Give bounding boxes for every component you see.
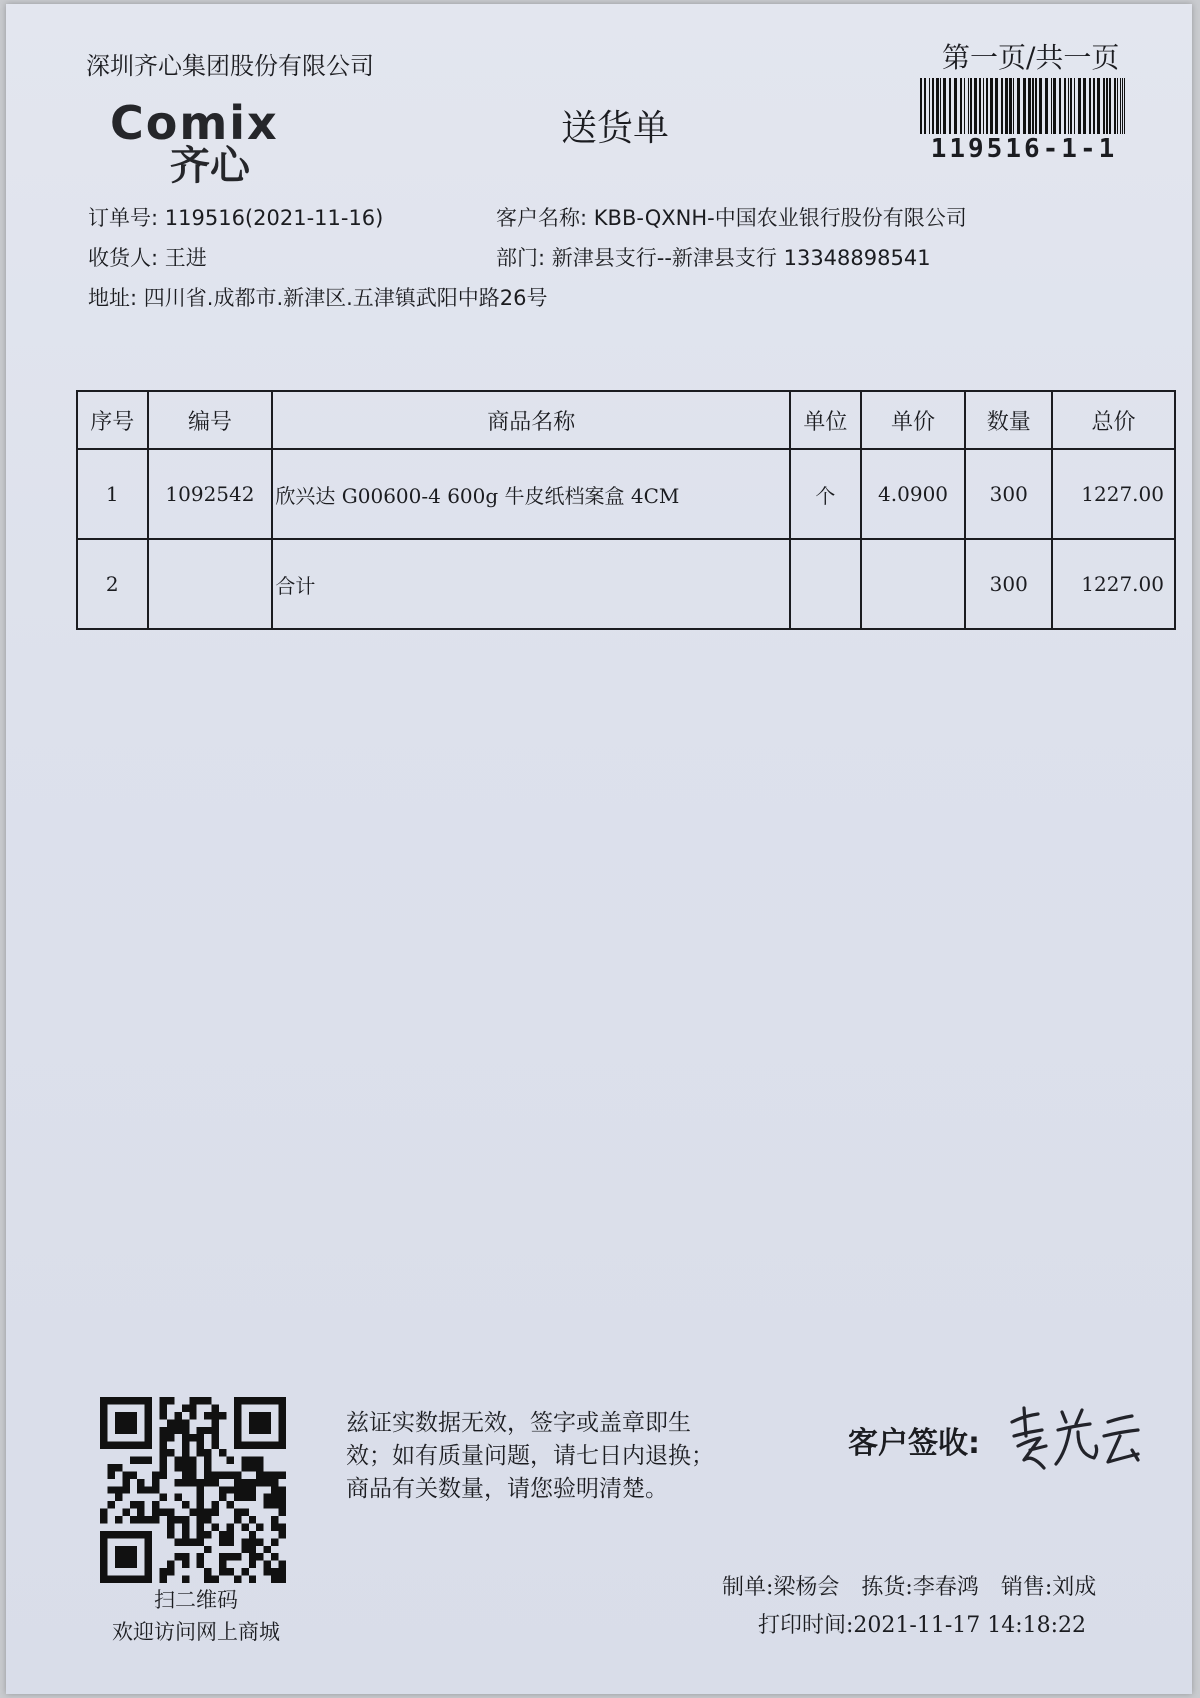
customer-value: KBB-QXNH-中国农业银行股份有限公司 bbox=[593, 206, 967, 230]
receiver-label: 收货人: bbox=[88, 246, 165, 270]
cell-price: 4.0900 bbox=[861, 449, 966, 539]
table-row-total bbox=[77, 539, 1175, 629]
sales: 销售:刘成 bbox=[1000, 1575, 1097, 1600]
items-table bbox=[76, 390, 1176, 630]
company-name: 深圳齐心集团股份有限公司 bbox=[86, 52, 374, 80]
address bbox=[88, 282, 548, 312]
print-time: 打印时间:2021-11-17 14:18:22 bbox=[758, 1613, 1087, 1638]
handwritten-signature bbox=[1004, 1402, 1144, 1478]
table-row bbox=[77, 449, 1175, 539]
table-header-row bbox=[77, 391, 1175, 449]
cell-code bbox=[148, 539, 273, 629]
customer-sign-label: 客户签收: bbox=[848, 1426, 980, 1461]
maker: 制单:梁杨会 bbox=[722, 1575, 840, 1600]
customer-label: 客户名称: bbox=[496, 206, 594, 230]
qr-caption-line1: 扫二维码 bbox=[154, 1588, 238, 1612]
page-info: 第一页/共一页 bbox=[942, 41, 1120, 74]
cell-qty: 300 bbox=[965, 539, 1052, 629]
cell-product: 合计 bbox=[272, 539, 790, 629]
cell-qty: 300 bbox=[965, 449, 1052, 539]
barcode-number: 119516-1-1 bbox=[930, 134, 1118, 164]
logo-en: Comix bbox=[110, 96, 279, 150]
receiver-value: 王进 bbox=[164, 246, 207, 270]
order-value: 119516(2021-11-16) bbox=[164, 206, 384, 230]
staff-line bbox=[722, 1570, 1096, 1601]
notice-line: 兹证实数据无效，签字或盖章即生 bbox=[346, 1410, 691, 1436]
department bbox=[496, 242, 931, 272]
cell-price bbox=[861, 539, 966, 629]
cell-total: 1227.00 bbox=[1052, 539, 1175, 629]
cell-product: 欣兴达 G00600-4 600g 牛皮纸档案盒 4CM bbox=[272, 449, 790, 539]
receiver bbox=[88, 242, 207, 272]
header-code: 编号 bbox=[148, 391, 273, 449]
cell-seq: 1 bbox=[77, 449, 148, 539]
cell-unit: 个 bbox=[790, 449, 861, 539]
header-total: 总价 bbox=[1052, 391, 1175, 449]
qr-caption-line2: 欢迎访问网上商城 bbox=[112, 1620, 280, 1644]
dept-value: 新津县支行--新津县支行 13348898541 bbox=[551, 246, 931, 270]
header-qty: 数量 bbox=[965, 391, 1052, 449]
cell-unit bbox=[790, 539, 861, 629]
dept-label: 部门: bbox=[496, 246, 552, 270]
customer-name bbox=[496, 202, 967, 232]
header-unit: 单位 bbox=[790, 391, 861, 449]
order-label: 订单号: bbox=[88, 206, 165, 230]
notice-line: 商品有关数量，请您验明清楚。 bbox=[346, 1476, 668, 1502]
order-number bbox=[88, 202, 383, 232]
qr-caption bbox=[76, 1584, 316, 1648]
notice-text bbox=[346, 1407, 766, 1506]
delivery-note-paper bbox=[6, 4, 1192, 1694]
header-product: 商品名称 bbox=[272, 391, 790, 449]
header-seq: 序号 bbox=[77, 391, 148, 449]
address-value: 四川省.成都市.新津区.五津镇武阳中路26号 bbox=[143, 286, 548, 310]
document-title: 送货单 bbox=[561, 108, 670, 149]
barcode-icon bbox=[918, 78, 1130, 134]
header-price: 单价 bbox=[861, 391, 966, 449]
cell-code: 1092542 bbox=[148, 449, 273, 539]
qr-code-icon bbox=[100, 1397, 286, 1583]
address-label: 地址: bbox=[88, 286, 144, 310]
cell-seq: 2 bbox=[77, 539, 148, 629]
notice-line: 效；如有质量问题，请七日内退换； bbox=[346, 1443, 714, 1469]
cell-total: 1227.00 bbox=[1052, 449, 1175, 539]
logo-cn: 齐心 bbox=[170, 143, 250, 189]
comix-logo bbox=[110, 96, 279, 189]
picker: 拣货:李春鸿 bbox=[861, 1575, 979, 1600]
